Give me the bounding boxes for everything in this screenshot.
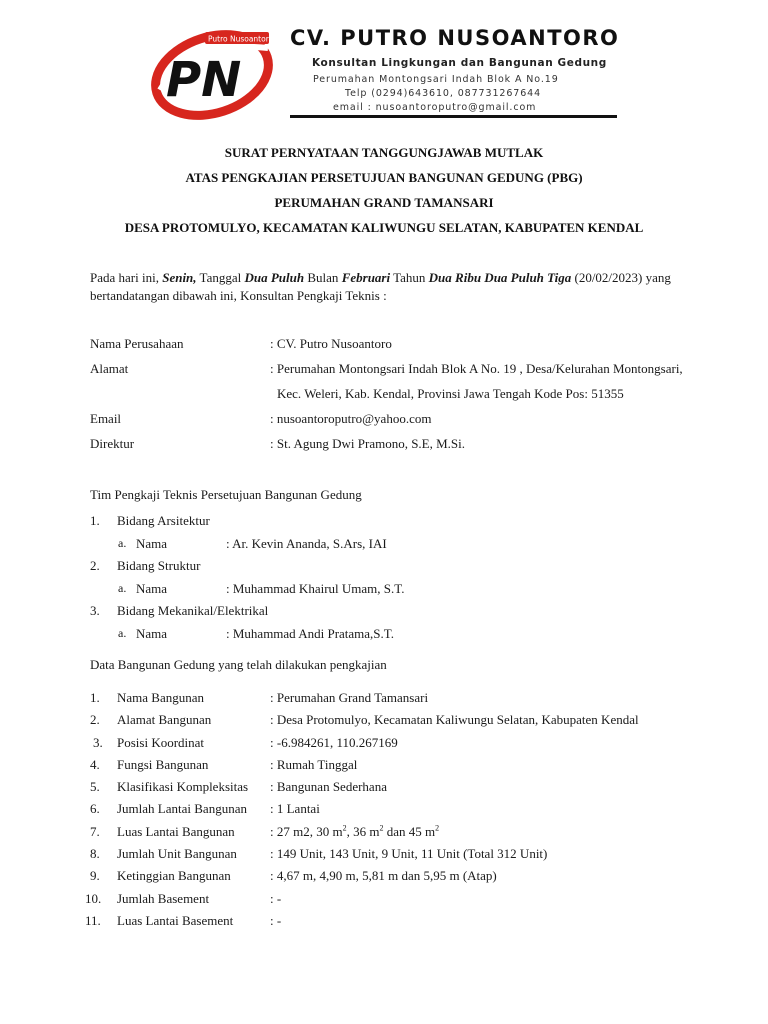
company-name: CV. PUTRO NUSOANTORO: [290, 26, 620, 50]
building-item-label: Ketinggian Bangunan: [117, 868, 231, 883]
building-item-value: : Bangunan Sederhana: [270, 779, 387, 794]
building-item-label: Jumlah Basement: [117, 891, 210, 906]
building-item-label: Fungsi Bangunan: [117, 757, 209, 772]
building-item-value: : 1 Lantai: [270, 801, 320, 816]
building-item-label: Klasifikasi Kompleksitas: [117, 779, 249, 794]
title-line-3: PERUMAHAN GRAND TAMANSARI: [274, 195, 494, 210]
building-item-value: : -: [270, 913, 282, 928]
team-item-label: Nama: [136, 581, 168, 596]
building-item-number: 7.: [90, 824, 100, 839]
team-item-sub: a.: [118, 581, 127, 595]
title-line-1: SURAT PERNYATAAN TANGGUNGJAWAB MUTLAK: [224, 145, 544, 160]
company-name-label: Nama Perusahaan: [90, 336, 184, 351]
intro-day: Senin,: [162, 270, 197, 285]
company-address-value-2: Kec. Weleri, Kab. Kendal, Provinsi Jawa Tengah Kode Pos: 51355: [277, 386, 624, 401]
building-item-number: 1.: [90, 690, 100, 705]
team-item-label: Nama: [136, 536, 168, 551]
building-heading: Data Bangunan Gedung yang telah dilakukan pengkajian: [90, 657, 387, 672]
building-item-number: 2.: [90, 712, 100, 727]
building-item-value: : 149 Unit, 143 Unit, 9 Unit, 11 Unit (Total 312 Unit): [270, 846, 548, 861]
building-item-number: 9.: [90, 868, 100, 883]
building-item-value: : -: [270, 891, 282, 906]
intro-year: Dua Ribu Dua Puluh Tiga: [428, 270, 572, 285]
building-item-value: : Rumah Tinggal: [270, 757, 358, 772]
intro-paragraph-line-2: bertandatangan dibawah ini, Konsultan Pengkaji Teknis :: [90, 288, 387, 303]
team-heading: Tim Pengkaji Teknis Persetujuan Bangunan Gedung: [90, 487, 362, 502]
intro-date: Dua Puluh: [244, 270, 305, 285]
team-item-number: 3.: [90, 603, 100, 618]
building-item-label: Jumlah Lantai Bangunan: [117, 801, 247, 816]
building-item-label: Posisi Koordinat: [117, 735, 205, 750]
company-name-value: : CV. Putro Nusoantoro: [270, 336, 392, 351]
title-line-2: ATAS PENGKAJIAN PERSETUJUAN BANGUNAN GEDUNG (PBG): [185, 170, 583, 185]
logo-letters: PN: [166, 52, 242, 108]
letterhead-divider: [290, 115, 617, 118]
intro-paragraph-line-1: Pada hari ini, Senin, Tanggal Dua Puluh Bulan Februari Tahun Dua Ribu Dua Puluh Tiga (20/02/2023) yang: [90, 270, 671, 285]
team-item-number: 2.: [90, 558, 100, 573]
building-item-number: 8.: [90, 846, 100, 861]
team-item-field: Bidang Mekanikal/Elektrikal: [117, 603, 269, 618]
team-item-number: 1.: [90, 513, 100, 528]
team-item-label: Nama: [136, 626, 168, 641]
team-item-sub: a.: [118, 626, 127, 640]
title-line-4: DESA PROTOMULYO, KECAMATAN KALIWUNGU SELATAN, KABUPATEN KENDAL: [124, 220, 644, 235]
company-address-label: Alamat: [90, 361, 129, 376]
company-phone: Telp (0294)643610, 087731267644: [345, 88, 542, 99]
team-item-sub: a.: [118, 536, 127, 550]
logo-tag-text: Putro Nusoantoro: [208, 34, 274, 44]
building-item-value: : 27 m2, 30 $m^2$, 36 $m^2$ dan 45 $m^2$: [270, 823, 440, 839]
building-item-number: 5.: [90, 779, 100, 794]
team-item-value: : Ar. Kevin Ananda, S.Ars, IAI: [226, 536, 387, 551]
building-item-number: 10.: [85, 891, 102, 906]
building-item-label: Luas Lantai Basement: [117, 913, 234, 928]
building-item-number: 3.: [93, 735, 103, 750]
building-item-value: : 4,67 m, 4,90 m, 5,81 m dan 5,95 m (Atap): [270, 868, 497, 883]
company-email: email : nusoantoroputro@gmail.com: [333, 102, 537, 113]
building-item-label: Alamat Bangunan: [117, 712, 212, 727]
building-item-number: 4.: [90, 757, 100, 772]
building-item-value: : -6.984261, 110.267169: [270, 735, 398, 750]
building-item-number: 11.: [85, 913, 101, 928]
company-email-label: Email: [90, 411, 122, 426]
company-director-value: : St. Agung Dwi Pramono, S.E, M.Si.: [270, 436, 466, 451]
team-item-value: : Muhammad Khairul Umam, S.T.: [226, 581, 405, 596]
building-item-value: : Desa Protomulyo, Kecamatan Kaliwungu Selatan, Kabupaten Kendal: [270, 712, 639, 727]
team-item-field: Bidang Arsitektur: [117, 513, 210, 528]
company-address: Perumahan Montongsari Indah Blok A No.19: [313, 74, 559, 85]
company-tagline: Konsultan Lingkungan dan Bangunan Gedung: [312, 57, 607, 69]
building-item-value: : Perumahan Grand Tamansari: [270, 690, 429, 705]
team-item-field: Bidang Struktur: [117, 558, 201, 573]
company-email-value: : nusoantoroputro@yahoo.com: [270, 411, 432, 426]
company-logo-icon: [150, 20, 280, 120]
building-item-number: 6.: [90, 801, 100, 816]
intro-month: Februari: [341, 270, 391, 285]
company-address-value-1: : Perumahan Montongsari Indah Blok A No. 19 , Desa/Kelurahan Montongsari,: [270, 361, 683, 376]
building-item-label: Luas Lantai Bangunan: [117, 824, 235, 839]
building-item-label: Nama Bangunan: [117, 690, 205, 705]
building-item-label: Jumlah Unit Bangunan: [117, 846, 237, 861]
team-item-value: : Muhammad Andi Pratama,S.T.: [226, 626, 395, 641]
company-director-label: Direktur: [90, 436, 135, 451]
